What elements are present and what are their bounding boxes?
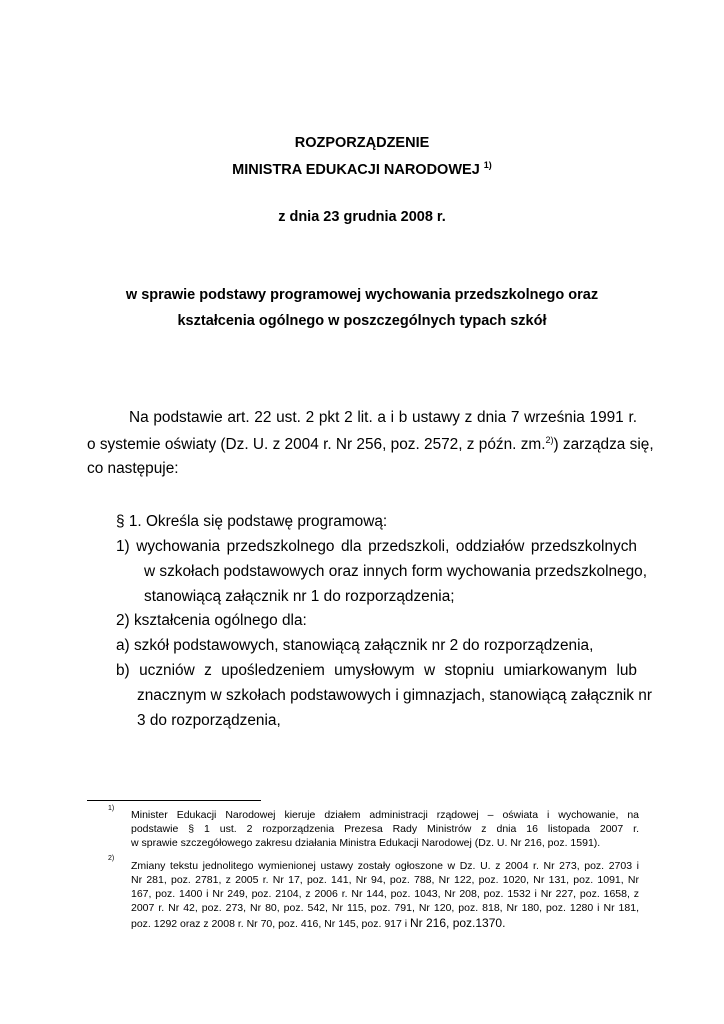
footnote-2-mark: 2) [108, 855, 115, 862]
item-b-line-3: 3 do rozporządzenia, [137, 712, 281, 729]
preamble-line-2 [87, 435, 654, 454]
footnote-2-line-5 [131, 916, 505, 930]
footnote-2-line-5-text: poz. 1292 oraz z 2008 r. Nr 70, poz. 416, Nr 145, poz. 917 i [131, 918, 411, 930]
footnote-1-line-3: w sprawie szczegółowego zakresu działania Ministra Edukacji Narodowej (Dz. U. Nr 216, poz. 1591). [131, 837, 601, 849]
footnote-ref-1: 1) [483, 160, 492, 170]
footnote-1-line-1: Minister Edukacji Narodowej kieruje działem administracji rządowej – oświata i wychowanie, na [131, 809, 639, 821]
ministry-name-text: MINISTRA EDUKACJI NARODOWEJ [232, 162, 480, 178]
footnote-2-line-2: Nr 281, poz. 2781, z 2005 r. Nr 17, poz. 141, Nr 94, poz. 788, Nr 122, poz. 1020, Nr 131, poz. 1091, Nr [131, 874, 639, 886]
footnote-2-line-3: 167, poz. 1400 i Nr 249, poz. 2104, z 2006 r. Nr 144, poz. 1043, Nr 208, poz. 1532 i Nr 227, poz. 1658, z [131, 888, 639, 900]
preamble-line-3: co następuje: [87, 460, 179, 477]
item-a: a) szkół podstawowych, stanowiącą załącznik nr 2 do rozporządzenia, [116, 637, 594, 654]
footnote-1-line-2: podstawie § 1 ust. 2 rozporządzenia Prezesa Rady Ministrów z dnia 16 listopada 2007 r. [131, 823, 639, 835]
item-1-line-3: stanowiącą załącznik nr 1 do rozporządzenia; [144, 588, 455, 605]
item-b-line-2: znacznym w szkołach podstawowych i gimnazjach, stanowiącą załącznik nr [137, 687, 652, 704]
preamble-line-2-text: o systemie oświaty (Dz. U. z 2004 r. Nr 256, poz. 2572, z późn. zm. [87, 436, 546, 453]
item-1-line-2: w szkołach podstawowych oraz innych form wychowania przedszkolnego, [144, 563, 647, 580]
document-title: ROZPORZĄDZENIE [294, 135, 430, 151]
document-date: z dnia 23 grudnia 2008 r. [278, 209, 446, 225]
footnote-1-mark: 1) [108, 805, 115, 812]
item-2: 2) kształcenia ogólnego dla: [116, 612, 307, 629]
footnote-2-line-1: Zmiany tekstu jednolitego wymienionej ustawy zostały ogłoszone w Dz. U. z 2004 r. Nr 273, poz. 2703 i [131, 860, 639, 872]
subject-line-1: w sprawie podstawy programowej wychowania przedszkolnego oraz [125, 287, 599, 303]
footnote-ref-2: 2) [545, 435, 554, 445]
item-b-line-1: b) uczniów z upośledzeniem umysłowym w stopniu umiarkowanym lub [116, 662, 637, 679]
preamble-line-2-end: ) zarządza się, [553, 436, 654, 453]
paragraph-1-heading: § 1. Określa się podstawę programową: [116, 513, 388, 530]
subject-line-2: kształcenia ogólnego w poszczególnych typach szkół [177, 313, 547, 329]
ministry-name [0, 160, 724, 178]
footnote-2-line-4: 2007 r. Nr 42, poz. 273, Nr 80, poz. 542, Nr 115, poz. 791, Nr 120, poz. 818, Nr 180, poz. 1280 i Nr 181, [131, 902, 639, 914]
footnote-2-line-5-end: Nr 216, poz.1370. [410, 916, 506, 930]
item-1-line-1: 1) wychowania przedszkolnego dla przedszkoli, oddziałów przedszkolnych [116, 538, 637, 555]
preamble-line-1: Na podstawie art. 22 ust. 2 pkt 2 lit. a i b ustawy z dnia 7 września 1991 r. [129, 409, 637, 426]
footnote-separator [87, 800, 261, 801]
